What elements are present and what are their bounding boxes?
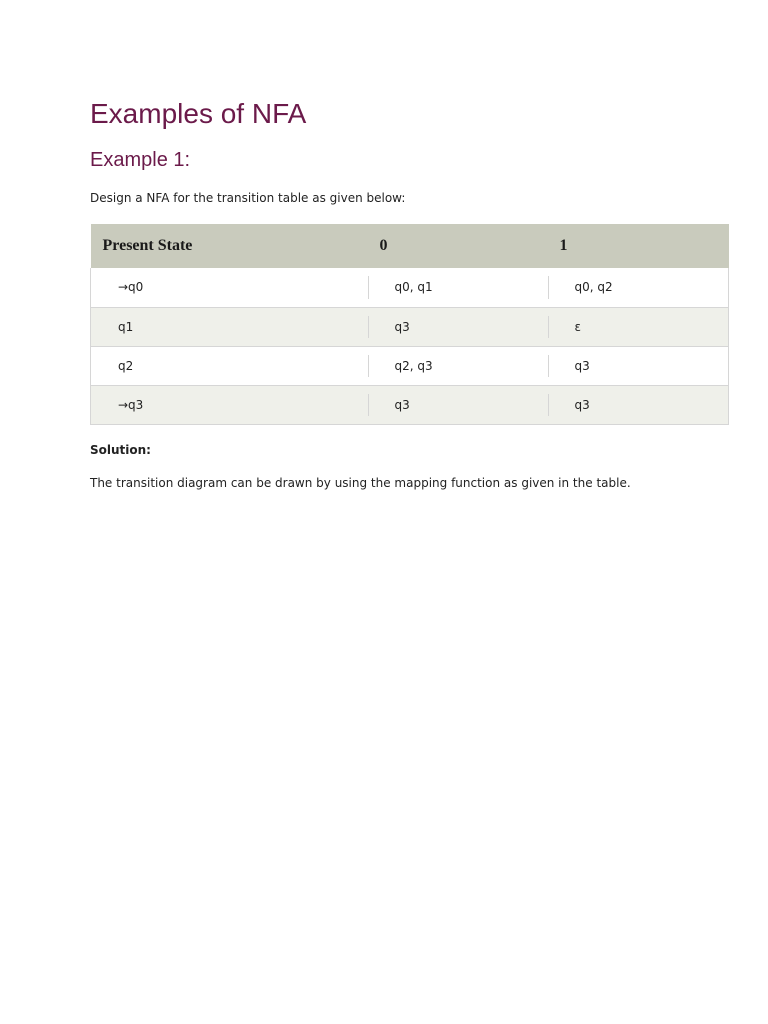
cell-text: q3 [574,397,590,412]
cell-text: q3 [394,319,410,334]
cell-text: q2 [118,358,134,373]
cell-text: q0, q2 [574,280,613,295]
header-input-0: 0 [379,237,388,254]
cell-text: q0, q1 [394,280,433,295]
solution-text: The transition diagram can be drawn by using the mapping function as given in the table. [90,476,631,490]
table-header-row [91,224,729,268]
cell-input-1 [548,307,729,346]
cell-state [91,385,368,424]
cell-input-1 [548,268,729,307]
cell-input-0 [368,346,548,385]
cell-text: q3 [574,358,590,373]
cell-state [91,307,368,346]
table-row [91,268,729,307]
transition-table [90,224,729,425]
cell-input-1 [548,385,729,424]
cell-text: →q0 [118,280,144,295]
table-row [91,346,729,385]
intro-text: Design a NFA for the transition table as given below: [90,191,406,205]
header-present-state: Present State [102,237,193,254]
cell-state [91,346,368,385]
cell-text: q1 [118,319,134,334]
cell-text: →q3 [118,397,144,412]
cell-input-0 [368,385,548,424]
table-row [91,385,729,424]
cell-input-0 [368,307,548,346]
cell-input-0 [368,268,548,307]
section-title: Example 1: [90,149,191,171]
cell-input-1 [548,346,729,385]
cell-text: q2, q3 [394,358,433,373]
solution-label: Solution: [90,443,151,457]
header-input-1: 1 [559,237,568,254]
cell-text: q3 [394,397,410,412]
transition-table-container [90,224,728,425]
cell-state [91,268,368,307]
cell-text: ε [574,319,581,334]
table-row [91,307,729,346]
page-title: Examples of NFA [90,98,307,129]
